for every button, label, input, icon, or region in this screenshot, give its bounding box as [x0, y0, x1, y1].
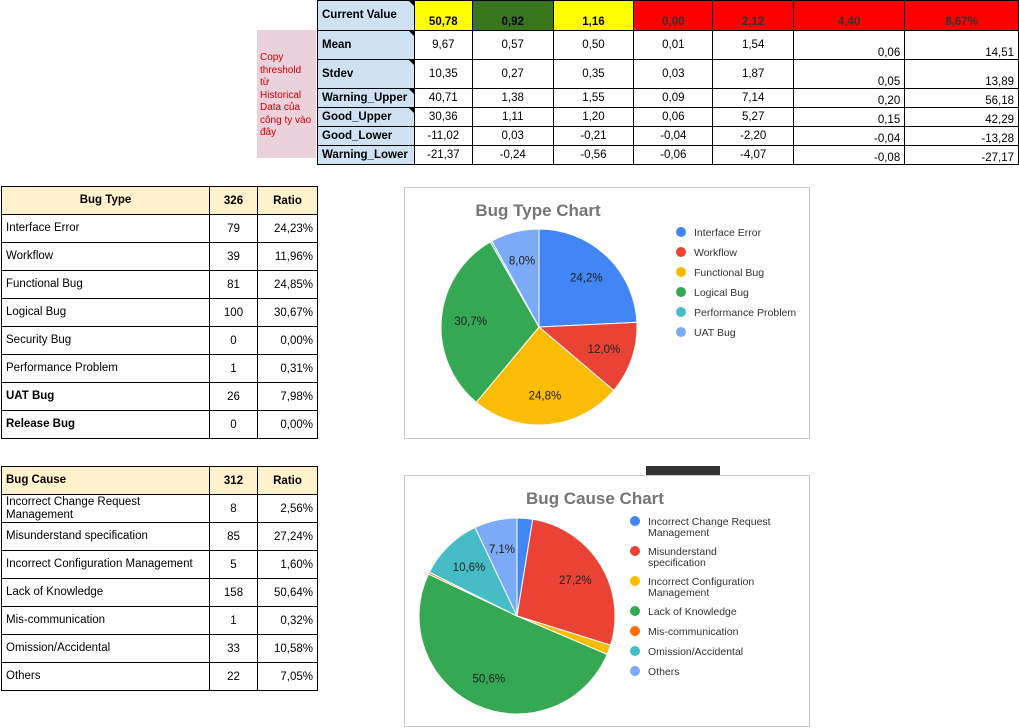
cell-ratio[interactable]: 1,60% [258, 551, 318, 579]
cell-count[interactable]: 158 [210, 579, 258, 607]
table-row [2, 579, 318, 607]
stats-cell[interactable]: -0,06 [634, 146, 713, 165]
comment-marker-icon [409, 60, 414, 65]
stats-cell[interactable]: -0,56 [553, 146, 634, 165]
cell-name[interactable]: Others [2, 663, 210, 691]
cell-count[interactable]: 85 [210, 523, 258, 551]
slice-label: 50,6% [472, 673, 506, 686]
cell-name[interactable]: Performance Problem [2, 355, 210, 383]
stats-cell[interactable]: 1,38 [472, 89, 553, 108]
header-count[interactable]: 312 [210, 467, 258, 495]
stats-cell[interactable]: 0,00 [634, 1, 713, 31]
bug-cause-chart[interactable] [404, 475, 810, 727]
cell-ratio[interactable]: 0,00% [258, 327, 318, 355]
stats-cell[interactable]: 50,78 [414, 1, 472, 31]
stats-cell[interactable]: 0,03 [472, 127, 553, 146]
comment-marker-icon [409, 89, 414, 94]
stats-cell[interactable]: 30,36 [414, 108, 472, 127]
comment-marker-icon [409, 31, 414, 36]
cell-ratio[interactable]: 0,31% [258, 355, 318, 383]
cell-ratio[interactable]: 50,64% [258, 579, 318, 607]
stats-row-label[interactable]: Stdev [318, 60, 415, 89]
stats-row-label[interactable]: Warning_Upper [318, 89, 415, 108]
stats-cell[interactable]: 9,67 [414, 31, 472, 60]
cell-ratio[interactable]: 11,96% [258, 243, 318, 271]
stats-cell[interactable]: 4,40 [794, 1, 905, 31]
cell-ratio[interactable]: 27,24% [258, 523, 318, 551]
stats-cell[interactable]: 2,12 [713, 1, 794, 31]
stats-table [317, 0, 1019, 165]
stats-cell[interactable]: -11,02 [414, 127, 472, 146]
cell-name[interactable]: Workflow [2, 243, 210, 271]
header-count[interactable]: 326 [210, 187, 258, 215]
legend-marker [630, 606, 640, 616]
stats-cell[interactable]: 14,51 [905, 31, 1019, 60]
cell-count[interactable]: 8 [210, 495, 258, 523]
cell-ratio[interactable]: 24,23% [258, 215, 318, 243]
table-row [2, 411, 318, 439]
table-row [2, 243, 318, 271]
table-row [2, 271, 318, 299]
stats-cell[interactable]: 0,27 [472, 60, 553, 89]
stats-cell[interactable]: 56,18 [905, 89, 1019, 108]
stats-cell[interactable]: 1,54 [713, 31, 794, 60]
cell-count[interactable]: 39 [210, 243, 258, 271]
stats-cell[interactable]: -21,37 [414, 146, 472, 165]
legend-marker [676, 227, 686, 237]
cell-ratio[interactable]: 0,00% [258, 411, 318, 439]
cell-count[interactable]: 1 [210, 607, 258, 635]
cell-name[interactable]: Omission/Accidental [2, 635, 210, 663]
stats-cell[interactable]: 10,35 [414, 60, 472, 89]
cell-name[interactable]: Incorrect Change Request Management [2, 495, 210, 523]
slice-label: 8,0% [508, 255, 536, 268]
cell-ratio[interactable]: 2,56% [258, 495, 318, 523]
slice-label: 27,2% [559, 574, 592, 587]
legend-marker [676, 307, 686, 317]
cell-name[interactable]: Logical Bug [2, 299, 210, 327]
cell-count[interactable]: 0 [210, 411, 258, 439]
cell-name[interactable]: Interface Error [2, 215, 210, 243]
stats-cell[interactable]: 7,14 [713, 89, 794, 108]
table-row [2, 299, 318, 327]
cell-ratio[interactable]: 0,32% [258, 607, 318, 635]
cell-name[interactable]: Lack of Knowledge [2, 579, 210, 607]
legend-marker [630, 666, 640, 676]
stats-row [318, 60, 1019, 89]
legend-marker [676, 267, 686, 277]
legend-marker [676, 287, 686, 297]
table-row [2, 327, 318, 355]
stats-cell[interactable]: 0,15 [794, 108, 905, 127]
stats-cell[interactable]: 42,29 [905, 108, 1019, 127]
stats-row-label[interactable]: Good_Lower [318, 127, 415, 146]
chart-title: Bug Cause Chart [526, 489, 664, 508]
header-ratio[interactable]: Ratio [258, 187, 318, 215]
stats-cell[interactable]: -0,04 [794, 127, 905, 146]
stats-cell[interactable]: 0,57 [472, 31, 553, 60]
stats-cell[interactable]: 1,55 [553, 89, 634, 108]
cell-count[interactable]: 81 [210, 271, 258, 299]
comment-marker-icon [409, 1, 414, 6]
legend-marker [630, 576, 640, 586]
stats-cell[interactable]: 5,27 [713, 108, 794, 127]
stats-cell[interactable]: 1,87 [713, 60, 794, 89]
cell-count[interactable]: 26 [210, 383, 258, 411]
legend-label: Misunderstand specification [648, 546, 717, 569]
dark-overlay-bar [646, 466, 720, 475]
stats-cell[interactable]: 0,50 [553, 31, 634, 60]
stats-row-label[interactable]: Current Value [318, 1, 415, 31]
cell-count[interactable]: 79 [210, 215, 258, 243]
cell-count[interactable]: 33 [210, 635, 258, 663]
legend-label: Interface Error [694, 227, 762, 239]
bug-type-table [1, 186, 318, 439]
chart-title: Bug Type Chart [475, 201, 601, 220]
slice-label: 12,0% [587, 344, 621, 357]
bug-cause-table [1, 466, 318, 691]
cell-count[interactable]: 5 [210, 551, 258, 579]
legend-label: Logical Bug [694, 287, 749, 299]
table-header-row [2, 467, 318, 495]
cell-name[interactable]: Incorrect Configuration Management [2, 551, 210, 579]
legend-label: Others [648, 666, 680, 678]
stats-cell[interactable]: 0,05 [794, 60, 905, 89]
legend-marker [676, 247, 686, 257]
stats-cell[interactable]: 1,20 [553, 108, 634, 127]
table-row [2, 495, 318, 523]
legend-label: Mis-communication [648, 626, 739, 638]
cell-ratio[interactable]: 7,98% [258, 383, 318, 411]
header-ratio[interactable]: Ratio [258, 467, 318, 495]
table-row [2, 663, 318, 691]
stats-cell[interactable]: 0,06 [794, 31, 905, 60]
table-row [2, 215, 318, 243]
stats-cell[interactable]: 0,09 [634, 89, 713, 108]
cell-name[interactable]: Misunderstand specification [2, 523, 210, 551]
cell-name[interactable]: Release Bug [2, 411, 210, 439]
bug-cause-chart-svg [405, 476, 811, 728]
stats-cell[interactable]: 0,06 [634, 108, 713, 127]
stats-cell[interactable]: -4,07 [713, 146, 794, 165]
stats-cell[interactable]: -0,21 [553, 127, 634, 146]
slice-label: 24,8% [528, 390, 562, 403]
stats-cell[interactable]: -0,24 [472, 146, 553, 165]
stats-cell[interactable]: -13,28 [905, 127, 1019, 146]
legend-label: Incorrect Configuration Management [648, 576, 755, 599]
cell-ratio[interactable]: 24,85% [258, 271, 318, 299]
comment-marker-icon [409, 108, 414, 113]
stats-row [318, 31, 1019, 60]
table-row [2, 607, 318, 635]
table-row [2, 635, 318, 663]
stats-cell[interactable]: -27,17 [905, 146, 1019, 165]
stats-row-label[interactable]: Mean [318, 31, 415, 60]
bug-type-chart[interactable] [404, 187, 810, 439]
slice-label: 24,2% [570, 272, 603, 285]
table-row [2, 383, 318, 411]
cell-name[interactable]: Mis-communication [2, 607, 210, 635]
stats-cell[interactable]: 0,03 [634, 60, 713, 89]
table-row [2, 523, 318, 551]
stats-cell[interactable]: -0,08 [794, 146, 905, 165]
stats-cell[interactable]: 0,01 [634, 31, 713, 60]
legend-label: Performance Problem [694, 307, 797, 319]
stats-row [318, 1, 1019, 31]
table-header-row [2, 187, 318, 215]
stats-cell[interactable]: 0,20 [794, 89, 905, 108]
legend-marker [676, 327, 686, 337]
stats-row [318, 146, 1019, 165]
cell-name[interactable]: Security Bug [2, 327, 210, 355]
table-row [2, 551, 318, 579]
stats-cell[interactable]: 0,92 [472, 1, 553, 31]
cell-name[interactable]: Functional Bug [2, 271, 210, 299]
legend-marker [630, 626, 640, 636]
legend-marker [630, 546, 640, 556]
cell-ratio[interactable]: 7,05% [258, 663, 318, 691]
stats-cell[interactable]: -2,20 [713, 127, 794, 146]
stats-row-label[interactable]: Warning_Lower [318, 146, 415, 165]
stats-row-label[interactable]: Good_Upper [318, 108, 415, 127]
table-row [2, 355, 318, 383]
threshold-note: Copy threshold từ Historical Data của công ty vào đây [257, 30, 316, 158]
cell-ratio[interactable]: 30,67% [258, 299, 318, 327]
legend-label: Functional Bug [694, 267, 765, 279]
stats-cell[interactable]: -0,04 [634, 127, 713, 146]
cell-ratio[interactable]: 10,58% [258, 635, 318, 663]
legend-label: Lack of Knowledge [648, 606, 737, 618]
legend-label: UAT Bug [694, 327, 736, 339]
stats-cell[interactable]: 1,11 [472, 108, 553, 127]
cell-name[interactable]: UAT Bug [2, 383, 210, 411]
slice-label: 7,1% [488, 544, 516, 557]
stats-row [318, 127, 1019, 146]
stats-cell[interactable]: 8,67% [905, 1, 1019, 31]
stats-row [318, 89, 1019, 108]
slice-label: 30,7% [454, 316, 487, 329]
legend-label: Incorrect Change Request Management [648, 516, 771, 539]
header-name[interactable]: Bug Type [2, 187, 210, 215]
stats-cell[interactable]: 1,16 [553, 1, 634, 31]
header-name[interactable]: Bug Cause [2, 467, 210, 495]
bug-type-chart-svg [405, 188, 811, 440]
cell-count[interactable]: 0 [210, 327, 258, 355]
legend-label: Workflow [694, 247, 737, 259]
cell-count[interactable]: 22 [210, 663, 258, 691]
stats-row [318, 108, 1019, 127]
legend-label: Omission/Accidental [648, 646, 744, 658]
slice-label: 10,6% [452, 562, 486, 575]
stats-cell[interactable]: 40,71 [414, 89, 472, 108]
legend-marker [630, 516, 640, 526]
stats-cell[interactable]: 0,35 [553, 60, 634, 89]
cell-count[interactable]: 1 [210, 355, 258, 383]
stats-cell[interactable]: 13,89 [905, 60, 1019, 89]
legend-marker [630, 646, 640, 656]
cell-count[interactable]: 100 [210, 299, 258, 327]
